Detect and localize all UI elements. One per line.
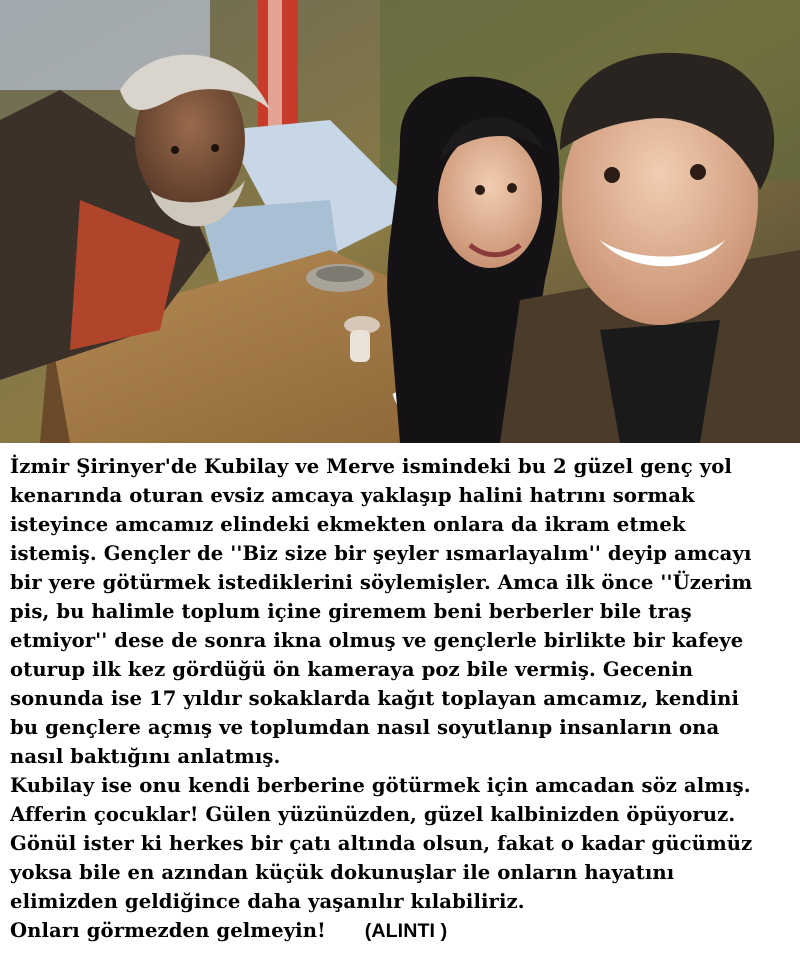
source-tag: (ALINTI )	[364, 920, 448, 942]
caption-line: Afferin çocuklar! Gülen yüzünüzden, güzel kalbinizden öpüyoruz.	[10, 803, 736, 826]
caption-line: isteyince amcamız elindeki ekmekten onlara da ikram etmek	[10, 513, 686, 536]
caption-text	[10, 452, 795, 946]
caption-closing: Onları görmezden gelmeyin!	[10, 919, 326, 942]
caption-line: istemiş. Gençler de ''Biz size bir şeyler ısmarlayalım'' deyip amcayı	[10, 542, 752, 565]
caption-line: kenarında oturan evsiz amcaya yaklaşıp halini hatrını sormak	[10, 484, 695, 507]
caption-last-line	[10, 916, 795, 946]
caption-line: bir yere götürmek istediklerini söylemişler. Amca ilk önce ''Üzerim	[10, 571, 753, 594]
caption-line: yoksa bile en azından küçük dokunuşlar ile onların hayatını	[10, 861, 675, 884]
caption-line: etmiyor'' dese de sonra ikna olmuş ve gençlerle birlikte bir kafeye	[10, 629, 744, 652]
selfie-photo	[0, 0, 800, 443]
caption-line: Gönül ister ki herkes bir çatı altında olsun, fakat o kadar gücümüz	[10, 832, 753, 855]
caption-line: Kubilay ise onu kendi berberine götürmek için amcadan söz almış.	[10, 774, 751, 797]
photo-illustration	[0, 0, 800, 443]
caption-line: oturup ilk kez gördüğü ön kameraya poz bile vermiş. Gecenin	[10, 658, 694, 681]
caption-line: sonunda ise 17 yıldır sokaklarda kağıt toplayan amcamız, kendini	[10, 687, 740, 710]
caption-line: bu gençlere açmış ve toplumdan nasıl soyutlanıp insanların ona	[10, 716, 720, 739]
caption-line: nasıl baktığını anlatmış.	[10, 745, 281, 768]
caption-line: pis, bu halimle toplum içine giremem beni berberler bile traş	[10, 600, 692, 623]
caption-line: İzmir Şirinyer'de Kubilay ve Merve ismindeki bu 2 güzel genç yol	[10, 455, 732, 478]
caption-line: elimizden geldiğince daha yaşanılır kılabiliriz.	[10, 890, 525, 913]
